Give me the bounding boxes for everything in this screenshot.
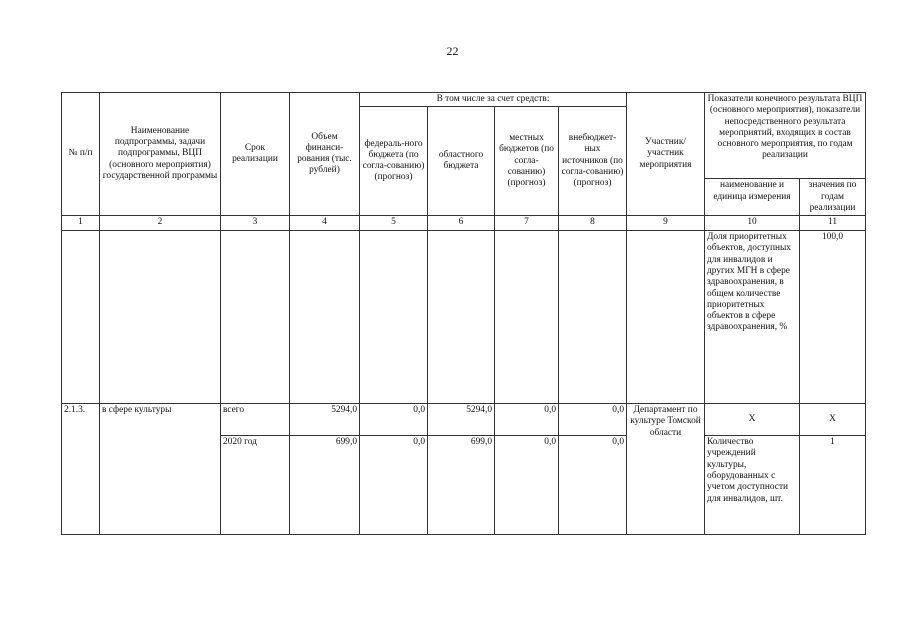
participant-cell: Департамент по культуре Томской области — [627, 404, 705, 535]
column-number: 6 — [428, 216, 495, 231]
empty-cell — [559, 231, 627, 404]
column-number: 8 — [559, 216, 627, 231]
empty-cell — [428, 231, 495, 404]
extra-cell: 0,0 — [559, 436, 627, 535]
indicator-name: Х — [705, 404, 800, 436]
column-number: 10 — [705, 216, 800, 231]
header-local: местных бюджетов (по согла-сованию) (прогноз) — [495, 107, 559, 216]
header-federal: федераль-ного бюджета (по согла-сованию) (прогноз) — [360, 107, 428, 216]
indicator-value: 1 — [800, 436, 866, 535]
header-participant: Участник/ участник мероприятия — [627, 93, 705, 216]
column-number: 3 — [221, 216, 290, 231]
federal-cell: 0,0 — [360, 436, 428, 535]
header-indicator-values: значения по годам реализации — [800, 179, 866, 216]
header-extra: внебюджет-ных источников (по согла-сованию) (прогноз) — [559, 107, 627, 216]
section-name: в сфере культуры — [100, 404, 221, 535]
column-number: 2 — [100, 216, 221, 231]
header-indicators-group: Показатели конечного результата ВЦП (основного мероприятия), показатели непосредственного результата мероприятий, входящих в состав основного мероприятия, по годам реализации — [705, 93, 866, 179]
extra-cell: 0,0 — [559, 404, 627, 436]
indicator-value: 100,0 — [800, 231, 866, 404]
total-cell: 699,0 — [290, 436, 360, 535]
indicator-name: Количество учреждений культуры, оборудованных с учетом доступности для инвалидов, шт. — [705, 436, 800, 535]
section-number: 2.1.3. — [62, 404, 100, 535]
column-number: 1 — [62, 216, 100, 231]
column-number: 5 — [360, 216, 428, 231]
indicator-name: Доля приоритетных объектов, доступных для инвалидов и других МГН в сфере здравоохранения, в общем количестве приоритетных объектов в сфере здравоохранения, % — [705, 231, 800, 404]
empty-cell — [100, 231, 221, 404]
column-number: 9 — [627, 216, 705, 231]
header-period: Срок реализации — [221, 93, 290, 216]
empty-cell — [495, 231, 559, 404]
header-number: № п/п — [62, 93, 100, 216]
header-name: Наименование подпрограммы, задачи подпрограммы, ВЦП (основного мероприятия) государственной программы — [100, 93, 221, 216]
local-cell: 0,0 — [495, 404, 559, 436]
total-cell: 5294,0 — [290, 404, 360, 436]
header-financing: Объем финанси-рования (тыс. рублей) — [290, 93, 360, 216]
empty-cell — [62, 231, 100, 404]
regional-cell: 699,0 — [428, 436, 495, 535]
period-cell: 2020 год — [221, 436, 290, 535]
page-number: 22 — [446, 44, 459, 58]
program-table — [61, 92, 866, 535]
local-cell: 0,0 — [495, 436, 559, 535]
indicator-value: Х — [800, 404, 866, 436]
federal-cell: 0,0 — [360, 404, 428, 436]
period-cell: всего — [221, 404, 290, 436]
column-number: 11 — [800, 216, 866, 231]
header-indicator-name: наименование и единица измерения — [705, 179, 800, 216]
column-number: 4 — [290, 216, 360, 231]
header-regional: областного бюджета — [428, 107, 495, 216]
header-sources-group: В том числе за счет средств: — [360, 93, 627, 107]
empty-cell — [360, 231, 428, 404]
empty-cell — [221, 231, 290, 404]
column-number: 7 — [495, 216, 559, 231]
empty-cell — [290, 231, 360, 404]
regional-cell: 5294,0 — [428, 404, 495, 436]
empty-cell — [627, 231, 705, 404]
